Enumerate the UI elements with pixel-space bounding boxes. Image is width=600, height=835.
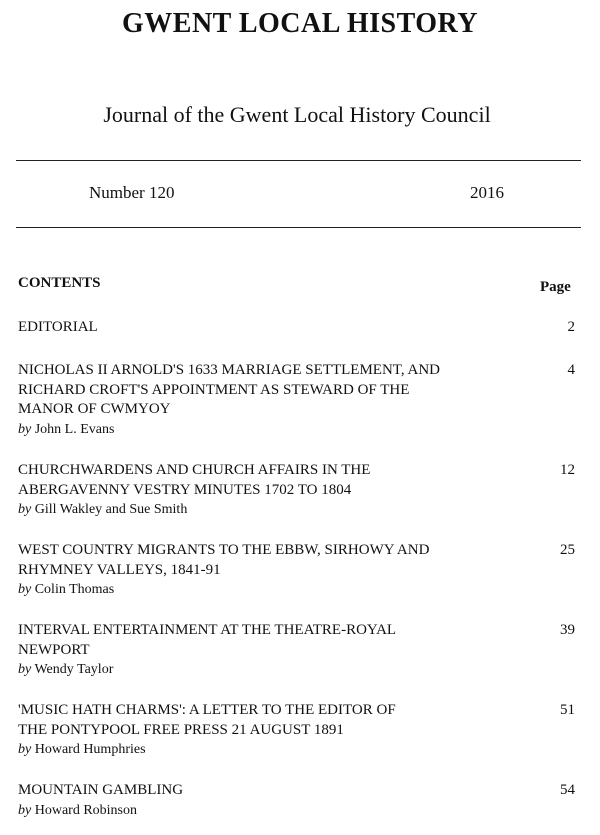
contents-entry [18,621,578,679]
journal-title: GWENT LOCAL HISTORY [121,8,479,39]
entry-author-line [18,500,578,519]
entry-title: WEST COUNTRY MIGRANTS TO THE EBBW, SIRHOWY AND RHYMNEY VALLEYS, 1841-91 [18,542,430,578]
entry-page-number: 2 [567,319,575,335]
entry-author: Howard Humphries [34,742,146,757]
entry-title: CHURCHWARDENS AND CHURCH AFFAIRS IN THE ABERGAVENNY VESTRY MINUTES 1702 TO 1804 [18,462,371,498]
contents-entry [18,541,578,599]
journal-subtitle: Journal of the Gwent Local History Council [103,102,491,127]
entry-author: Wendy Taylor [34,662,114,677]
entry-by: by [18,502,32,517]
contents-entry [18,318,578,338]
entry-page-number: 25 [560,542,575,558]
entry-by: by [18,421,32,437]
entry-page-number: 54 [560,782,575,798]
contents-entry [18,781,578,820]
issue-year: 2016 [470,183,504,202]
entry-by: by [18,662,32,677]
entry-author-line [18,801,578,820]
contents-entry [18,701,578,759]
entry-author: Gill Wakley and Sue Smith [34,502,188,517]
entry-title: NICHOLAS II ARNOLD'S 1633 MARRIAGE SETTLEMENT, AND RICHARD CROFT'S APPOINTMENT AS STEWARD OF THE MANOR OF CWMYOY [18,362,440,417]
issue-number: Number 120 [89,183,175,202]
bottom-rule [16,227,581,228]
entry-by: by [18,582,32,597]
entry-title: MOUNTAIN GAMBLING [18,782,184,798]
entry-page-number: 12 [560,462,575,478]
entry-by: by [18,802,32,818]
entry-page-number: 51 [560,702,575,718]
entry-author: Colin Thomas [34,582,115,597]
entry-title: INTERVAL ENTERTAINMENT AT THE THEATRE-ROYAL NEWPORT [18,622,397,658]
contents-entry [18,361,578,439]
entry-author-line [18,580,578,599]
entry-page-number: 39 [560,622,575,638]
contents-entry [18,461,578,519]
entry-title: EDITORIAL [18,319,98,335]
contents-heading: CONTENTS [18,275,101,291]
entry-by: by [18,742,32,757]
top-rule [16,160,581,161]
page-column-heading: Page [540,279,571,295]
entry-author-line [18,740,578,759]
entry-page-number: 4 [567,362,575,378]
entry-author: Howard Robinson [34,802,137,818]
entry-author: John L. Evans [34,421,115,437]
entry-author-line [18,660,578,679]
entry-author-line [18,420,578,439]
entry-title: 'MUSIC HATH CHARMS': A LETTER TO THE EDITOR OF THE PONTYPOOL FREE PRESS 21 AUGUST 1891 [18,702,396,738]
